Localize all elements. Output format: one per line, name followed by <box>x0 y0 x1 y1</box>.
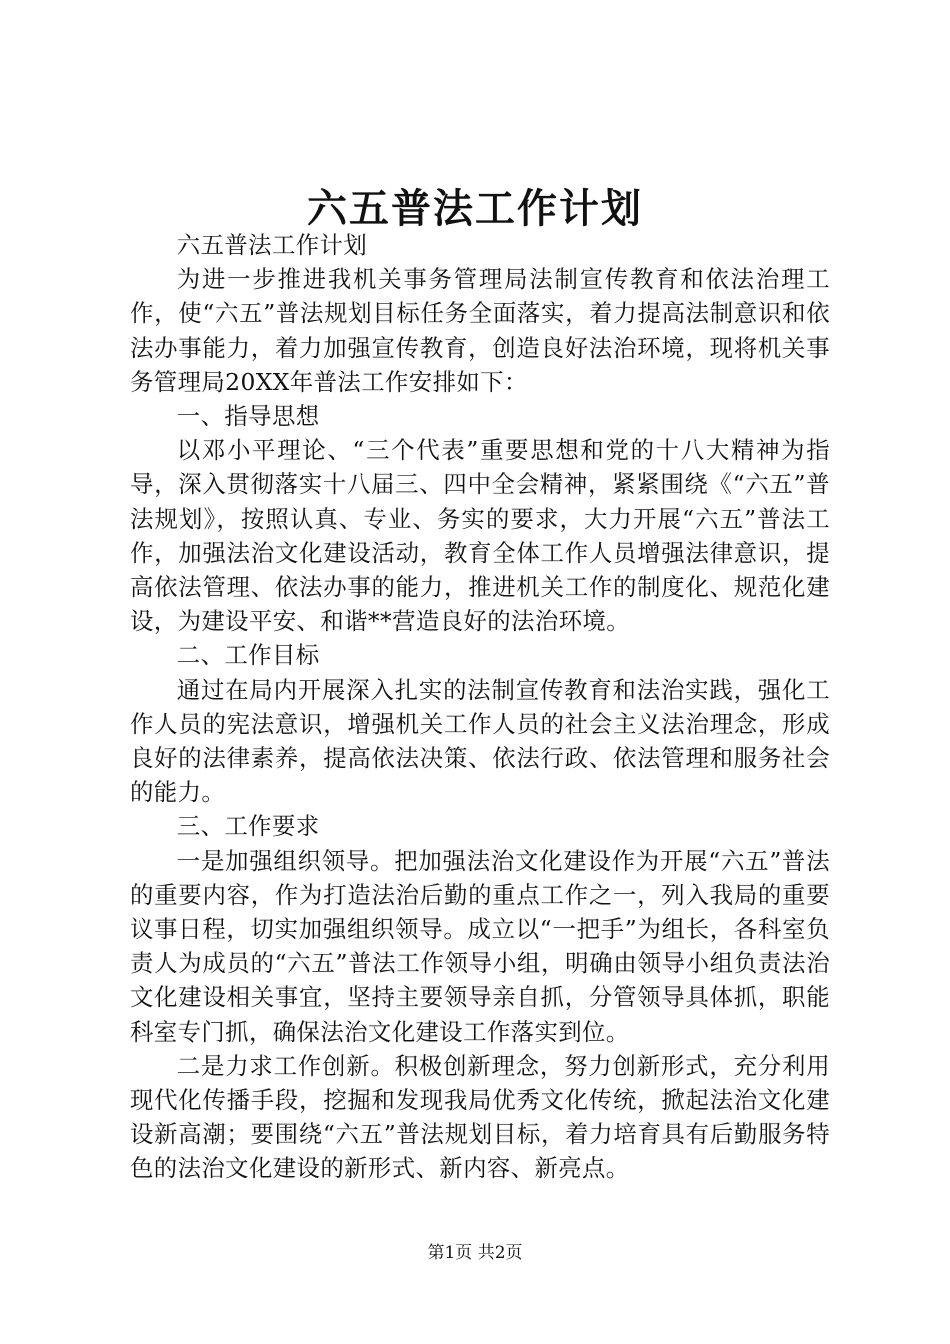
intro-paragraph: 为进一步推进我机关事务管理局法制宣传教育和依法治理工作，使“六五”普法规划目标任务全面落实，着力提高法制意识和依法办事能力，着力加强宣传教育，创造良好法治环境，现将机关事务管理局20XX年普法工作安排如下： <box>130 265 830 396</box>
document-body <box>130 228 830 1186</box>
section-heading-work-requirements: 三、工作要求 <box>176 812 320 841</box>
guiding-thought-paragraph: 以邓小平理论、“三个代表”重要思想和党的十八大精神为指导，深入贯彻落实十八届三、四中全会精神，紧紧围绕《“六五”普法规划》，按照认真、专业、务实的要求，大力开展“六五”普法工作，加强法治文化建设活动，教育全体工作人员增强法律意识，提高依法管理、依法办事的能力，推进机关工作的制度化、规范化建设，为建设平安、和谐**营造良好的法治环境。 <box>130 436 830 636</box>
requirement-one-paragraph: 一是加强组织领导。把加强法治文化建设作为开展“六五”普法的重要内容，作为打造法治后勤的重点工作之一，列入我局的重要议事日程，切实加强组织领导。成立以“一把手”为组长，各科室负责人为成员的“六五”普法工作领导小组，明确由领导小组负责法治文化建设相关事宜，坚持主要领导亲自抓，分管领导具体抓，职能科室专门抓，确保法治文化建设工作落实到位。 <box>130 846 830 1046</box>
subtitle-paragraph: 六五普法工作计划 <box>176 231 368 259</box>
page-title: 六五普法工作计划 <box>307 185 643 232</box>
work-goals-paragraph: 通过在局内开展深入扎实的法制宣传教育和法治实践，强化工作人员的宪法意识，增强机关工作人员的社会主义法治理念，形成良好的法律素养，提高依法决策、依法行政、依法管理和服务社会的能力。 <box>130 675 830 807</box>
section-heading-work-goals: 二、工作目标 <box>176 641 320 670</box>
section-heading-guiding-thought: 一、指导思想 <box>176 402 320 431</box>
page-footer: 第1页 共2页 <box>427 1243 523 1263</box>
requirement-two-paragraph: 二是力求工作创新。积极创新理念，努力创新形式，充分利用现代化传播手段，挖掘和发现我局优秀文化传统，掀起法治文化建设新高潮；要围绕“六五”普法规划目标，着力培育具有后勤服务特色的法治文化建设的新形式、新内容、新亮点。 <box>130 1051 830 1183</box>
